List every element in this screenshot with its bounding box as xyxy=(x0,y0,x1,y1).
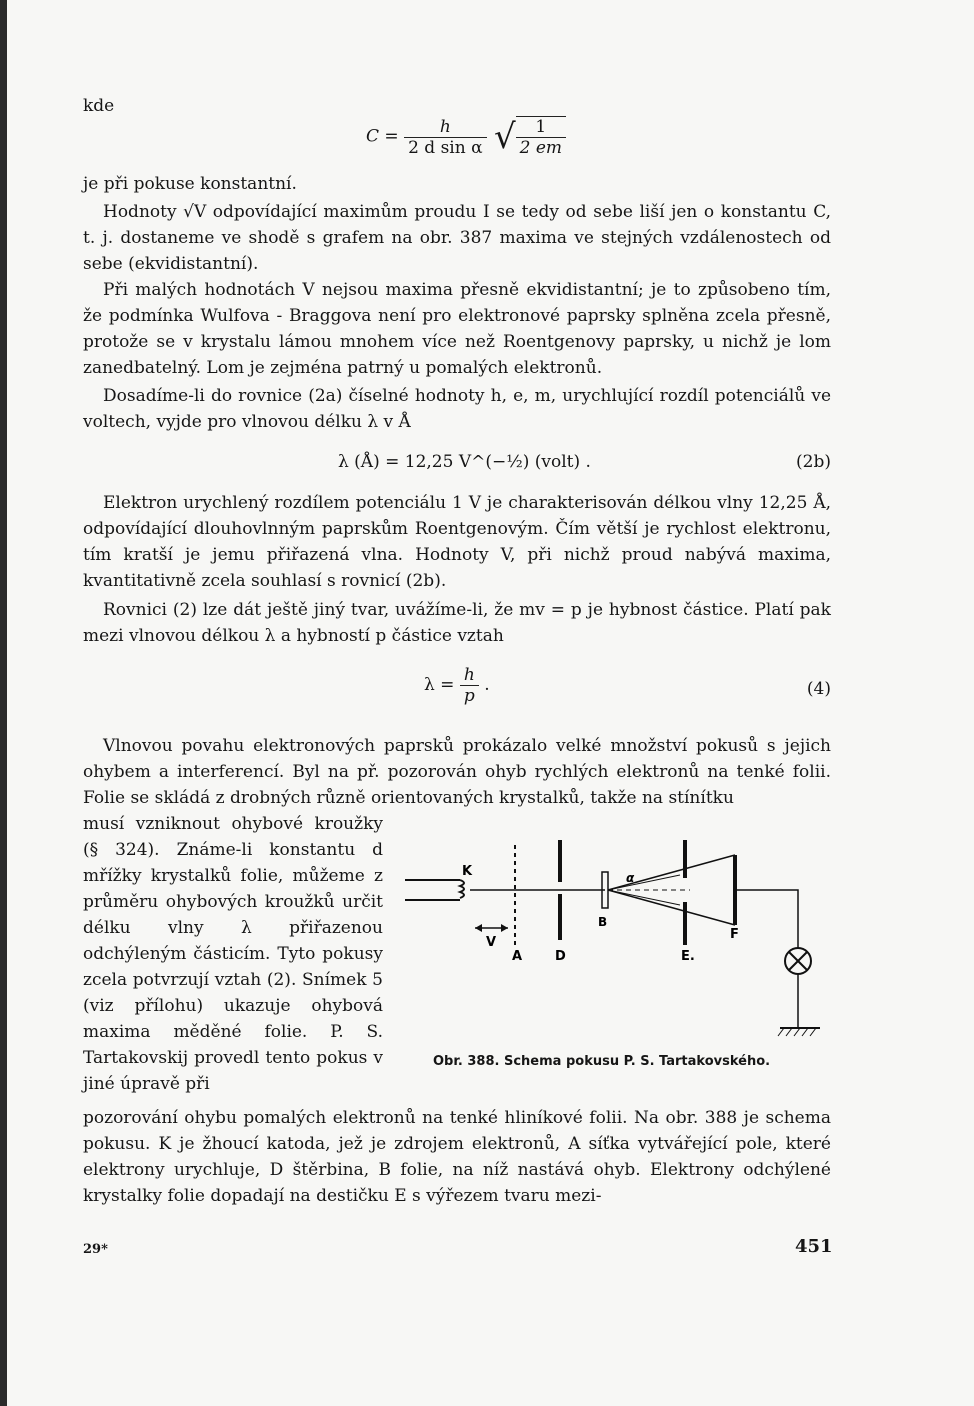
figure-388-caption: Obr. 388. Schema pokusu P. S. Tartakovského. xyxy=(433,1054,771,1069)
eq-4-fraction xyxy=(460,665,479,706)
paragraph-1: je při pokuse konstantní. xyxy=(83,174,297,194)
eq-4-tail: . xyxy=(484,675,490,695)
equation-4-number: (4) xyxy=(806,679,831,699)
equation-4 xyxy=(424,665,490,706)
paragraph-3: Při malých hodnotách V nejsou maxima přesně ekvidistantní; je to způsobeno tím, že podmínka Wulfova - Braggova není pro elektronové paprsky splněna zcela přesně, protože se v krystalu lámou mnohem více než Roentgenovy paprsky, u nichž je lom zanedbatelný. Lom je zejména patrný u pomalých elektronů. xyxy=(83,280,831,378)
eq-c-fraction xyxy=(404,117,487,158)
meter-wire xyxy=(735,890,798,948)
label-e: E. xyxy=(681,949,695,964)
signature-mark: 29* xyxy=(83,1242,108,1257)
page-binding-edge xyxy=(0,0,7,1406)
eq-c-denominator: 2 d sin α xyxy=(408,137,483,158)
label-b: B xyxy=(598,915,608,929)
page-number: 451 xyxy=(795,1236,833,1257)
paragraph-7: Vlnovou povahu elektronových paprsků prokázalo velké množství pokusů s jejich ohybem a interferencí. Byl na př. pozorován ohyb rychlých elektronů na tenké folii. Folie se skládá z drobných různě orientovaných krystalků, takže na stínítku xyxy=(83,736,831,808)
label-k: K xyxy=(462,864,473,879)
eq-4-lhs: λ = xyxy=(424,675,455,695)
equation-c xyxy=(366,116,566,158)
eq-4-denominator: p xyxy=(463,686,475,706)
intro-word: kde xyxy=(83,96,115,116)
label-d: D xyxy=(555,949,566,964)
eq-4-numerator: h xyxy=(460,665,479,686)
label-alpha: α xyxy=(626,871,635,885)
equation-2b: λ (Å) = 12,25 V^(−½) (volt) . xyxy=(338,452,591,472)
paragraph-8-wrapped: musí vzniknout ohybové kroužky (§ 324). Známe-li konstantu d mřížky krystalků folie, můžeme z průměru ohybových kroužků určit délku vlny λ přiřazenou odchýleným částicím. Tyto pokusy zcela potvrzují vztah (2). Snímek 5 (viz přílohu) ukazuje ohybová maxima měděné folie. P. S. Tartakovskij provedl tento pokus v jiné úpravě při xyxy=(83,814,383,1094)
paragraph-4: Dosadíme-li do rovnice (2a) číselné hodnoty h, e, m, urychlující rozdíl potenciálů ve voltech, vyjde pro vlnovou délku λ v Å xyxy=(83,386,831,432)
figure-388-schematic xyxy=(400,830,830,1052)
sqrt-icon: √ xyxy=(493,117,516,157)
label-a: A xyxy=(512,949,523,964)
paragraph-5: Elektron urychlený rozdílem potenciálu 1 V je charakterisován délkou vlny 12,25 Å, odpovídající dlouhovlnným paprskům Roentgenovým. Čím větší je rychlost elektronu, tím kratší je jemu přiřazená vlna. Hodnoty V, při nichž proud nabývá maxima, kvantitativně zcela souhlasí s rovnicí (2b). xyxy=(83,493,831,591)
deflected-ray-lower xyxy=(608,890,680,905)
eq-c-root-denominator: 2 em xyxy=(519,138,563,158)
label-v: V xyxy=(486,935,497,950)
eq-c-numerator: h xyxy=(404,117,487,138)
label-f: F xyxy=(730,927,739,942)
paragraph-6: Rovnici (2) lze dát ještě jiný tvar, uvážíme-li, že mv = p je hybnost částice. Platí pak mezi vlnovou délkou λ a hybností p částice vztah xyxy=(83,600,831,646)
equation-2b-number: (2b) xyxy=(796,452,831,472)
eq-c-root-fraction xyxy=(516,116,566,158)
cone-lower-edge xyxy=(608,890,735,925)
eq-c-lhs: C = xyxy=(366,126,399,147)
eq-c-root-numerator: 1 xyxy=(516,117,566,138)
deflected-ray-upper xyxy=(608,875,680,890)
cathode-filament xyxy=(460,880,464,898)
paragraph-8-full: pozorování ohybu pomalých elektronů na tenké hliníkové folii. Na obr. 388 je schema pokusu. K je žhoucí katoda, jež je zdrojem elektronů, A síťka vytvářející pole, které elektrony urychluje, D štěrbina, B folie, na níž nastává ohyb. Elektrony odchýlené krystalky folie dopadají na destičku E s výřezem tvaru mezi- xyxy=(83,1108,831,1206)
paragraph-2: Hodnoty √V odpovídající maximům proudu I se tedy od sebe liší jen o konstantu C, t. j. dostaneme ve shodě s grafem na obr. 387 maxima ve stejných vzdálenostech od sebe (ekvidistantní). xyxy=(83,202,831,274)
